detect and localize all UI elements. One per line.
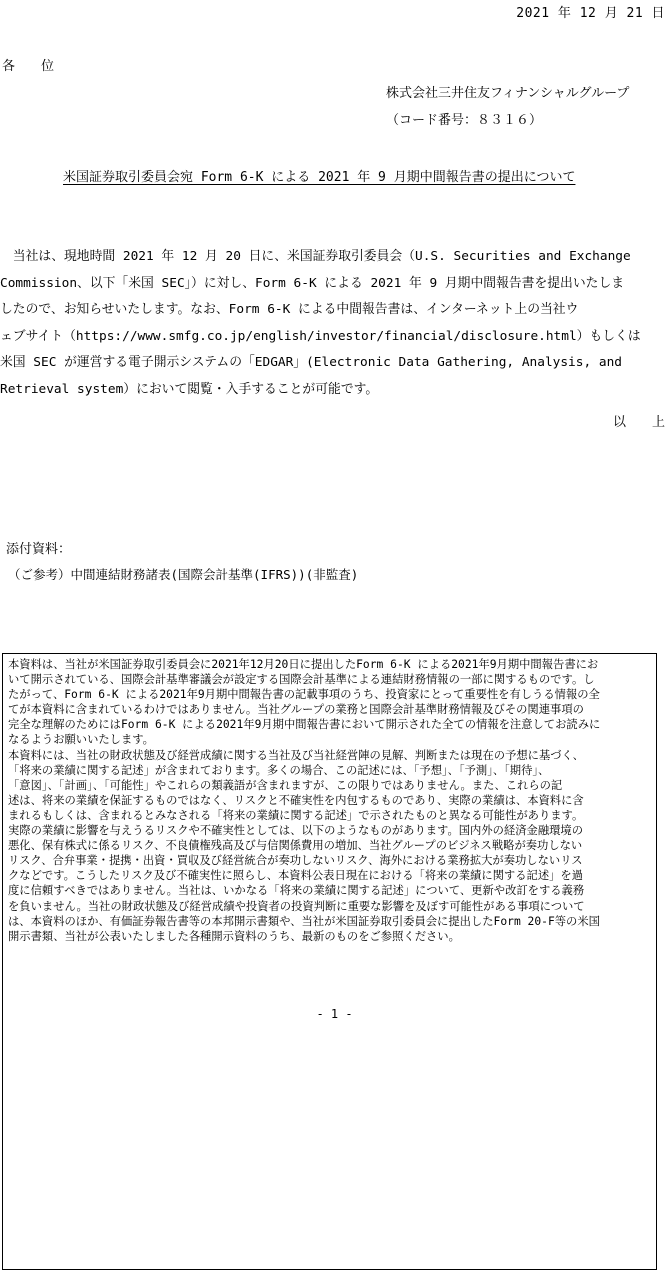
- closing-mark: 以 上: [612, 415, 665, 430]
- disclaimer-line: なるようお願いいたします。: [8, 733, 154, 747]
- body-line: 米国 SEC が運営する電子開示システムの「EDGAR」(Electronic Data Gathering, Analysis, and: [0, 355, 622, 370]
- disclaimer-line: 開示書類、当社が公表いたしました各種開示資料のうち、最新のものをご参照ください。: [8, 929, 460, 943]
- attachment-item: （ご参考）中間連結財務諸表(国際会計基準(IFRS))(非監査): [8, 567, 359, 582]
- disclaimer-line: まれるもしくは、含まれるとみなされる「将来の業績に関する記述」で示されたものと異なる可能性があります。: [8, 808, 584, 822]
- document-date: 2021 年 12 月 21 日: [516, 6, 665, 21]
- disclaimer-line: クなどです。こうしたリスク及び不確実性に照らし、本資料公表日現在における「将来の業績に関する記述」を過: [8, 869, 584, 883]
- body-line: したので、お知らせいたします。なお、Form 6-K による中間報告書は、インターネット上の当社ウ: [0, 302, 579, 317]
- company-name: 株式会社三井住友フィナンシャルグループ: [386, 86, 630, 101]
- disclaimer-line: 「将来の業績に関する記述」が含まれております。多くの場合、この記述には、「予想」、「予測」、「期待」、: [8, 763, 550, 777]
- disclaimer-line: いて開示されている、国際会計基準審議会が設定する国際会計基準による連結財務情報の一部に関するものです。し: [8, 673, 595, 687]
- body-paragraph: [0, 244, 669, 403]
- disclaimer-line: 完全な理解のためにはForm 6-K による2021年9月期中間報告書において開示された全ての情報を注意してお読みに: [8, 718, 601, 732]
- body-line: ェブサイト（https://www.smfg.co.jp/english/investor/financial/disclosure.html）もしくは: [0, 328, 641, 344]
- disclaimer-line: 実際の業績に影響を与えうるリスクや不確実性としては、以下のようなものがあります。国内外の経済金融環境の: [8, 824, 584, 838]
- disclaimer-line: てが本資料に含まれているわけではありません。当社グループの業務と国際会計基準財務情報及びその関連事項の: [8, 703, 584, 717]
- disclaimer-line: を負いません。当社の財政状態及び経営成績や投資者の投資判断に重要な影響を及ぼす可能性がある事項について: [8, 899, 585, 913]
- addressee: 各 位: [2, 59, 55, 74]
- page-number: - 1 -: [316, 1007, 353, 1021]
- disclaimer-line: 述は、将来の業績を保証するものではなく、リスクと不確実性を内包するものであり、実際の業績は、本資料に含: [8, 793, 584, 807]
- disclaimer-line: たがって、Form 6-K による2021年9月期中間報告書の記載事項のうち、投資家にとって重要性を有しうる情報の全: [8, 688, 600, 702]
- disclaimer-box: [2, 653, 657, 1270]
- securities-code: （コード番号：８３１６）: [386, 113, 543, 128]
- body-line: Commission、以下「米国 SEC」）に対し、Form 6-K による 2021 年 9 月期中間報告書を提出いたしま: [0, 275, 625, 291]
- disclaimer-line: 悪化、保有株式に係るリスク、不良債権残高及び与信関係費用の増加、当社グループのビジネス戦略が奏功しない: [8, 839, 583, 853]
- disclaimer-line: 本資料は、当社が米国証券取引委員会に2021年12月20日に提出したForm 6-K による2021年9月期中間報告書にお: [8, 658, 599, 671]
- disclaimer-line: リスク、合弁事業・提携・出資・買収及び経営統合が奏功しないリスク、海外における業務拡大が奏功しないリス: [8, 854, 583, 868]
- disclaimer-line: 度に信頼すべきではありません。当社は、いかなる「将来の業績に関する記述」について、更新や改訂をする義務: [8, 884, 585, 898]
- document-title: 米国証券取引委員会宛 Form 6-K による 2021 年 9 月期中間報告書の提出について: [63, 170, 576, 185]
- disclaimer-line: 「意図」、「計画」、「可能性」やこれらの類義語が含まれますが、この限りではありません。また、これらの記: [8, 778, 563, 792]
- attachments-label: 添付資料：: [6, 542, 72, 557]
- body-line: Retrieval system）において閲覧・入手することが可能です。: [0, 381, 379, 397]
- body-line: 当社は、現地時間 2021 年 12 月 20 日に、米国証券取引委員会（U.S. Securities and Exchange: [0, 249, 631, 264]
- disclaimer-line: 本資料には、当社の財政状態及び経営成績に関する当社及び当社経営陣の見解、判断または現在の予想に基づく、: [8, 748, 584, 762]
- disclaimer-line: は、本資料のほか、有価証券報告書等の本邦開示書類や、当社が米国証券取引委員会に提出したForm 20-F等の米国: [8, 914, 600, 928]
